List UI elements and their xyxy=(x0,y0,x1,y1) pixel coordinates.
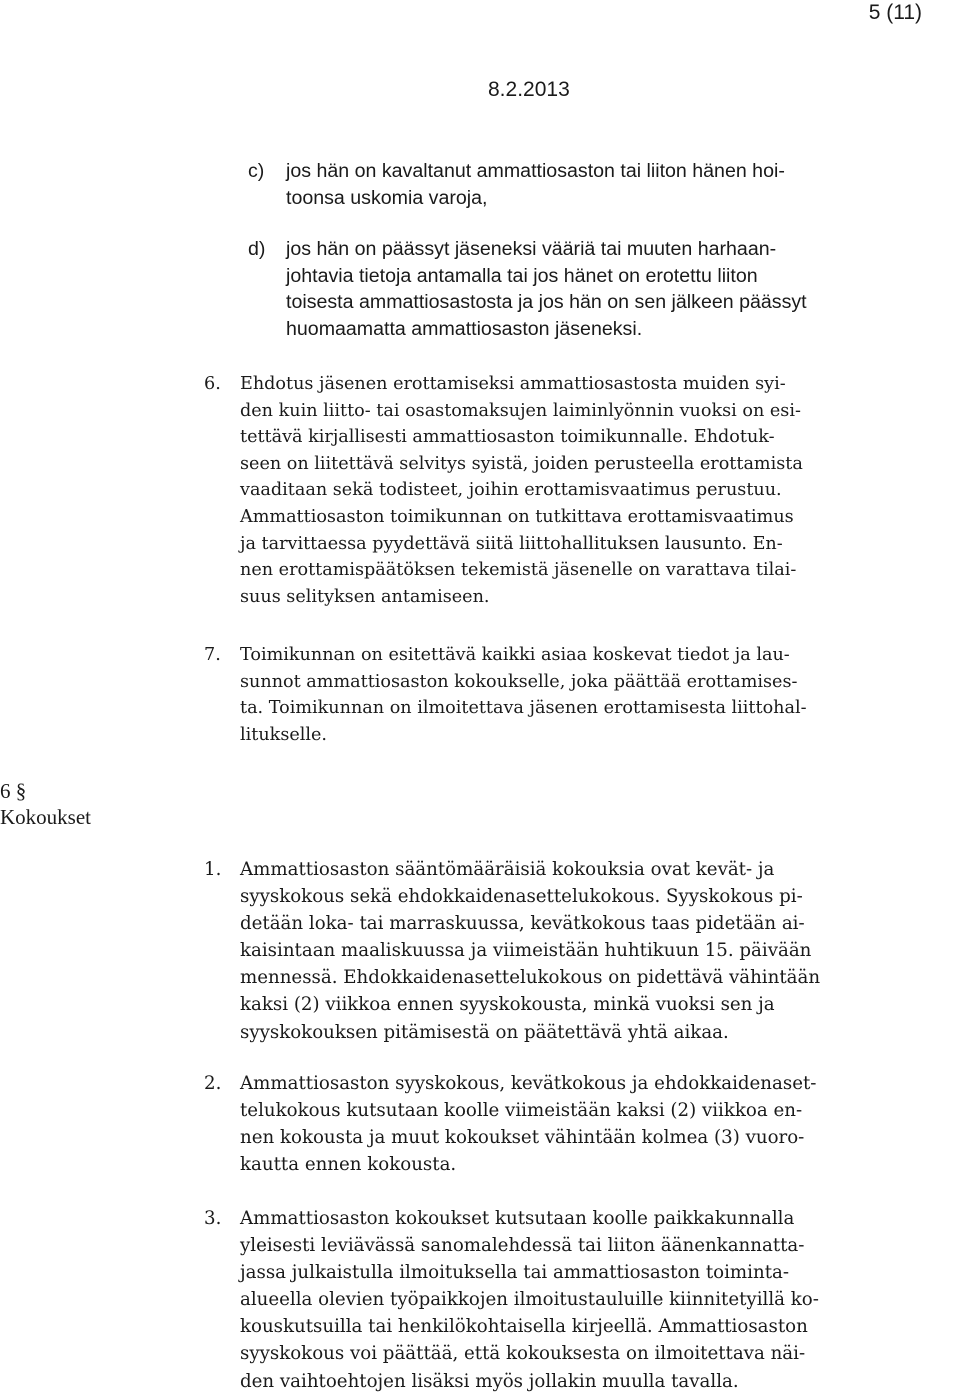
text-line: ta. Toimikunnan on ilmoitettava jäsenen erottamisesta liittohal- xyxy=(240,698,807,719)
text-line: Ammattiosaston toimikunnan on tutkittava erottamisvaatimus xyxy=(240,506,794,527)
text-line: Ehdotus jäsenen erottamiseksi ammattiosastosta muiden syi- xyxy=(240,374,786,394)
list-item-text xyxy=(240,856,820,1046)
text-line: syyskokous voi päättää, että kokouksesta on ilmoitettava näi- xyxy=(240,1343,806,1365)
section-number: 6 § xyxy=(0,779,27,803)
text-line: kouskutsuilla tai henkilökohtaisella kirjeellä. Ammattiosaston xyxy=(240,1316,808,1338)
text-line: jos hän on kavaltanut ammattiosaston tai liiton hänen hoi- xyxy=(286,160,785,182)
text-line: tettävä kirjallisesti ammattiosaston toimikunnalle. Ehdotuk- xyxy=(240,427,775,448)
list-marker: 7. xyxy=(204,645,221,665)
text-line: toisesta ammattiosastosta ja jos hän on sen jälkeen päässyt xyxy=(286,291,807,314)
text-line: seen on liitettävä selvitys syistä, joiden perusteella erottamista xyxy=(240,453,803,474)
text-line: detään loka- tai marraskuussa, kevätkokous taas pidetään ai- xyxy=(240,913,805,935)
text-line: telukokous kutsutaan koolle viimeistään kaksi (2) viikkoa en- xyxy=(240,1100,803,1122)
text-line: jos hän on päässyt jäseneksi vääriä tai muuten harhaan- xyxy=(286,238,777,260)
text-line: Toimikunnan on esitettävä kaikki asiaa koskevat tiedot ja lau- xyxy=(240,645,790,665)
text-line: den kuin liitto- tai osastomaksujen laiminlyönnin vuoksi on esi- xyxy=(240,400,801,421)
list-marker: d) xyxy=(248,238,266,260)
list-marker: 6. xyxy=(204,374,221,394)
text-line: sunnot ammattiosaston kokoukselle, joka päättää erottamises- xyxy=(240,671,798,692)
list-item-text xyxy=(286,158,785,211)
text-line: ja tarvittaessa pyydettävä siitä liittohallituksen lausunto. En- xyxy=(240,533,783,554)
list-marker: 1. xyxy=(204,859,222,880)
text-line: syyskokouksen pitämisestä on päätettävä yhtä aikaa. xyxy=(240,1021,729,1043)
text-line: kautta ennen kokousta. xyxy=(240,1154,457,1176)
list-marker: 3. xyxy=(204,1208,222,1229)
text-line: litukselle. xyxy=(240,724,328,745)
text-line: toonsa uskomia varoja, xyxy=(286,186,488,209)
list-item-text xyxy=(240,371,803,610)
text-line: johtavia tietoja antamalla tai jos hänet on erotettu liiton xyxy=(286,264,758,287)
text-line: yleisesti leviävässä sanomalehdessä tai liiton äänenkannatta- xyxy=(240,1235,805,1257)
list-item-text xyxy=(240,642,807,748)
text-line: vaaditaan sekä todisteet, joihin erottamisvaatimus perustuu. xyxy=(240,480,782,501)
text-line: Ammattiosaston kokoukset kutsutaan koolle paikkakunnalla xyxy=(240,1208,795,1229)
list-item-text xyxy=(286,236,807,342)
section-title: Kokoukset xyxy=(0,805,91,829)
page-number: 5 (11) xyxy=(868,1,922,24)
text-line: alueella olevien työpaikkojen ilmoitustauluille kiinnitetyillä ko- xyxy=(240,1289,819,1311)
document-date: 8.2.2013 xyxy=(488,78,570,101)
text-line: mennessä. Ehdokkaidenasettelukokous on pidettävä vähintään xyxy=(240,967,821,989)
text-line: jassa julkaistulla ilmoituksella tai ammattiosaston toiminta- xyxy=(240,1262,790,1284)
text-line: nen kokousta ja muut kokoukset vähintään kolmea (3) vuoro- xyxy=(240,1127,805,1149)
text-line: syyskokous sekä ehdokkaidenasettelukokous. Syyskokous pi- xyxy=(240,886,803,908)
list-item-text xyxy=(240,1205,819,1395)
text-line: huomaamatta ammattiosaston jäseneksi. xyxy=(286,317,643,340)
text-line: den vaihtoehtojen lisäksi myös jollakin muulla tavalla. xyxy=(240,1370,739,1392)
section-heading xyxy=(0,778,91,830)
text-line: Ammattiosaston sääntömääräisiä kokouksia ovat kevät- ja xyxy=(240,859,775,880)
list-marker: 2. xyxy=(204,1073,222,1094)
text-line: nen erottamispäätöksen tekemistä jäsenelle on varattava tilai- xyxy=(240,560,797,581)
list-item-text xyxy=(240,1070,816,1178)
text-line: kaisintaan maaliskuussa ja viimeistään huhtikuun 15. päivään xyxy=(240,940,812,962)
text-line: kaksi (2) viikkoa ennen syyskokousta, minkä vuoksi sen ja xyxy=(240,994,775,1016)
text-line: Ammattiosaston syyskokous, kevätkokous ja ehdokkaidenaset- xyxy=(240,1073,817,1094)
list-marker: c) xyxy=(248,160,265,182)
text-line: suus selityksen antamiseen. xyxy=(240,586,490,607)
